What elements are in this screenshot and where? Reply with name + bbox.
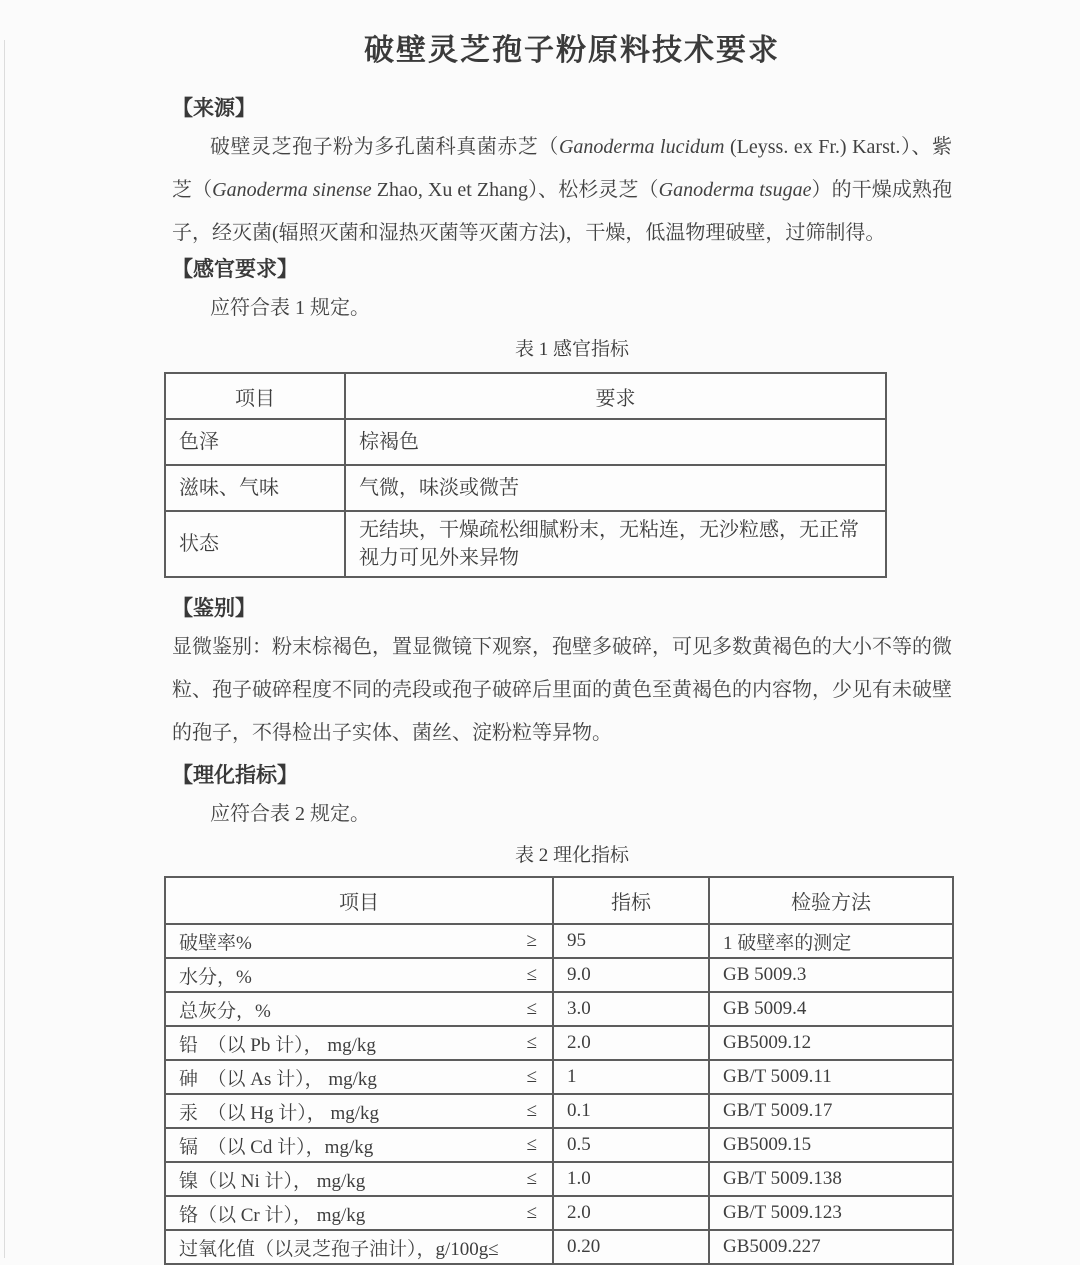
document-page	[172, 0, 972, 1265]
identification-paragraph: 显微鉴别：粉末棕褐色，置显微镜下观察，孢壁多破碎，可见多数黄褐色的大小不等的微粒、孢子破碎程度不同的壳段或孢子破碎后里面的黄色至黄褐色的内容物，少见有未破壁的孢子，不得检出子实体、菌丝、淀粉粒等异物。	[172, 636, 952, 744]
table-row	[165, 1230, 953, 1264]
item-label: 破壁率%	[179, 932, 252, 954]
limit-value: 0.20	[553, 1230, 709, 1264]
item-cell	[165, 1230, 553, 1264]
item-wrap	[179, 1064, 539, 1091]
item-cell	[165, 992, 553, 1026]
latin-name-italic: Ganoderma tsugae	[658, 179, 812, 201]
item-label: 总灰分，%	[179, 1000, 271, 1022]
limit-value: 1.0	[553, 1162, 709, 1196]
table-cell: 无结块，干燥疏松细腻粉末，无粘连，无沙粒感，无正常视力可见外来异物	[345, 511, 886, 577]
column-header: 项目	[165, 373, 345, 419]
column-header: 项目	[165, 877, 553, 924]
table-row	[165, 1094, 953, 1128]
physchem-table	[164, 876, 954, 1265]
column-header: 检验方法	[709, 877, 953, 924]
test-method: GB/T 5009.123	[709, 1196, 953, 1230]
table-row	[165, 465, 886, 511]
item-wrap	[179, 1166, 539, 1193]
limit-value: 2.0	[553, 1196, 709, 1230]
item-label: 铬（以 Cr 计）， mg/kg	[179, 1204, 366, 1226]
text-segment: ）的干燥成熟孢子，经灭菌(辐照灭菌和湿热灭菌等灭菌方法)，干燥，低温物理破壁，过筛制得。	[172, 179, 952, 244]
limit-operator: ≤	[526, 1066, 537, 1087]
table-row	[165, 1128, 953, 1162]
item-wrap	[179, 1200, 539, 1227]
test-method: GB/T 5009.11	[709, 1060, 953, 1094]
section-heading-sensory: 【感官要求】	[172, 257, 298, 281]
section-heading-physchem: 【理化指标】	[172, 763, 298, 787]
test-method: GB/T 5009.17	[709, 1094, 953, 1128]
test-method: GB 5009.4	[709, 992, 953, 1026]
item-wrap	[179, 1098, 539, 1125]
table-row	[165, 1026, 953, 1060]
test-method: GB5009.12	[709, 1026, 953, 1060]
latin-name-italic: Ganoderma sinense	[212, 179, 372, 201]
table-row	[165, 511, 886, 577]
limit-value: 0.5	[553, 1128, 709, 1162]
item-label: 镉 （以 Cd 计），mg/kg	[179, 1136, 374, 1158]
table-row	[165, 419, 886, 465]
limit-value: 1	[553, 1060, 709, 1094]
text-segment: Zhao, Xu et Zhang）、松杉灵芝（	[371, 179, 659, 201]
item-label: 过氧化值（以灵芝孢子油计），g/100g≤	[179, 1238, 499, 1260]
scan-edge-line	[4, 40, 5, 1258]
item-cell	[165, 1196, 553, 1230]
source-paragraph	[172, 126, 972, 255]
item-cell	[165, 1060, 553, 1094]
table-row	[165, 924, 953, 958]
sensory-table-header-row	[165, 373, 886, 419]
item-label: 水分，%	[179, 966, 252, 988]
limit-operator: ≤	[526, 964, 537, 985]
physchem-note: 应符合表 2 规定。	[210, 803, 370, 825]
table-row	[165, 1196, 953, 1230]
sensory-table-body	[165, 419, 886, 577]
page-title: 破壁灵芝孢子粉原料技术要求	[364, 34, 780, 67]
item-cell	[165, 1094, 553, 1128]
item-cell	[165, 1026, 553, 1060]
item-wrap	[179, 1234, 539, 1261]
item-label: 砷 （以 As 计）， mg/kg	[179, 1068, 377, 1090]
column-header: 要求	[345, 373, 886, 419]
physchem-table-caption: 表 2 理化指标	[514, 845, 629, 866]
limit-operator: ≤	[526, 998, 537, 1019]
sensory-table-caption: 表 1 感官指标	[514, 339, 629, 360]
item-label: 镍（以 Ni 计）， mg/kg	[179, 1170, 366, 1192]
table-row	[165, 958, 953, 992]
table-cell: 气微，味淡或微苦	[345, 465, 886, 511]
table-cell: 色泽	[165, 419, 345, 465]
item-wrap	[179, 962, 539, 989]
item-wrap	[179, 996, 539, 1023]
latin-name-italic: Ganoderma lucidum	[558, 136, 725, 158]
test-method: GB5009.227	[709, 1230, 953, 1264]
limit-value: 9.0	[553, 958, 709, 992]
section-heading-source: 【来源】	[172, 96, 256, 120]
column-header: 指标	[553, 877, 709, 924]
table-cell: 状态	[165, 511, 345, 577]
sensory-note: 应符合表 1 规定。	[210, 297, 370, 319]
limit-operator: ≥	[526, 930, 537, 951]
item-cell	[165, 924, 553, 958]
sensory-table	[164, 372, 887, 578]
item-cell	[165, 1128, 553, 1162]
table-row	[165, 1162, 953, 1196]
limit-operator: ≤	[526, 1032, 537, 1053]
physchem-table-body	[165, 924, 953, 1264]
item-label: 铅 （以 Pb 计）， mg/kg	[179, 1034, 376, 1056]
item-cell	[165, 958, 553, 992]
table-cell: 棕褐色	[345, 419, 886, 465]
test-method: GB/T 5009.138	[709, 1162, 953, 1196]
text-segment: (Leyss. ex Fr.) Karst.）、紫芝（	[172, 136, 953, 201]
item-wrap	[179, 928, 539, 955]
limit-value: 3.0	[553, 992, 709, 1026]
table-row	[165, 992, 953, 1026]
limit-value: 2.0	[553, 1026, 709, 1060]
physchem-table-header-row	[165, 877, 953, 924]
limit-operator: ≤	[526, 1134, 537, 1155]
limit-operator: ≤	[526, 1202, 537, 1223]
limit-operator: ≤	[526, 1168, 537, 1189]
test-method: GB5009.15	[709, 1128, 953, 1162]
table-row	[165, 1060, 953, 1094]
test-method: 1 破壁率的测定	[709, 924, 953, 958]
test-method: GB 5009.3	[709, 958, 953, 992]
limit-value: 95	[553, 924, 709, 958]
limit-value: 0.1	[553, 1094, 709, 1128]
limit-operator: ≤	[526, 1100, 537, 1121]
section-heading-identification: 【鉴别】	[172, 596, 256, 620]
item-wrap	[179, 1030, 539, 1057]
item-label: 汞 （以 Hg 计）， mg/kg	[179, 1102, 380, 1124]
item-wrap	[179, 1132, 539, 1159]
text-segment: 破壁灵芝孢子粉为多孔菌科真菌赤芝（	[210, 136, 559, 158]
item-cell	[165, 1162, 553, 1196]
table-cell: 滋味、气味	[165, 465, 345, 511]
